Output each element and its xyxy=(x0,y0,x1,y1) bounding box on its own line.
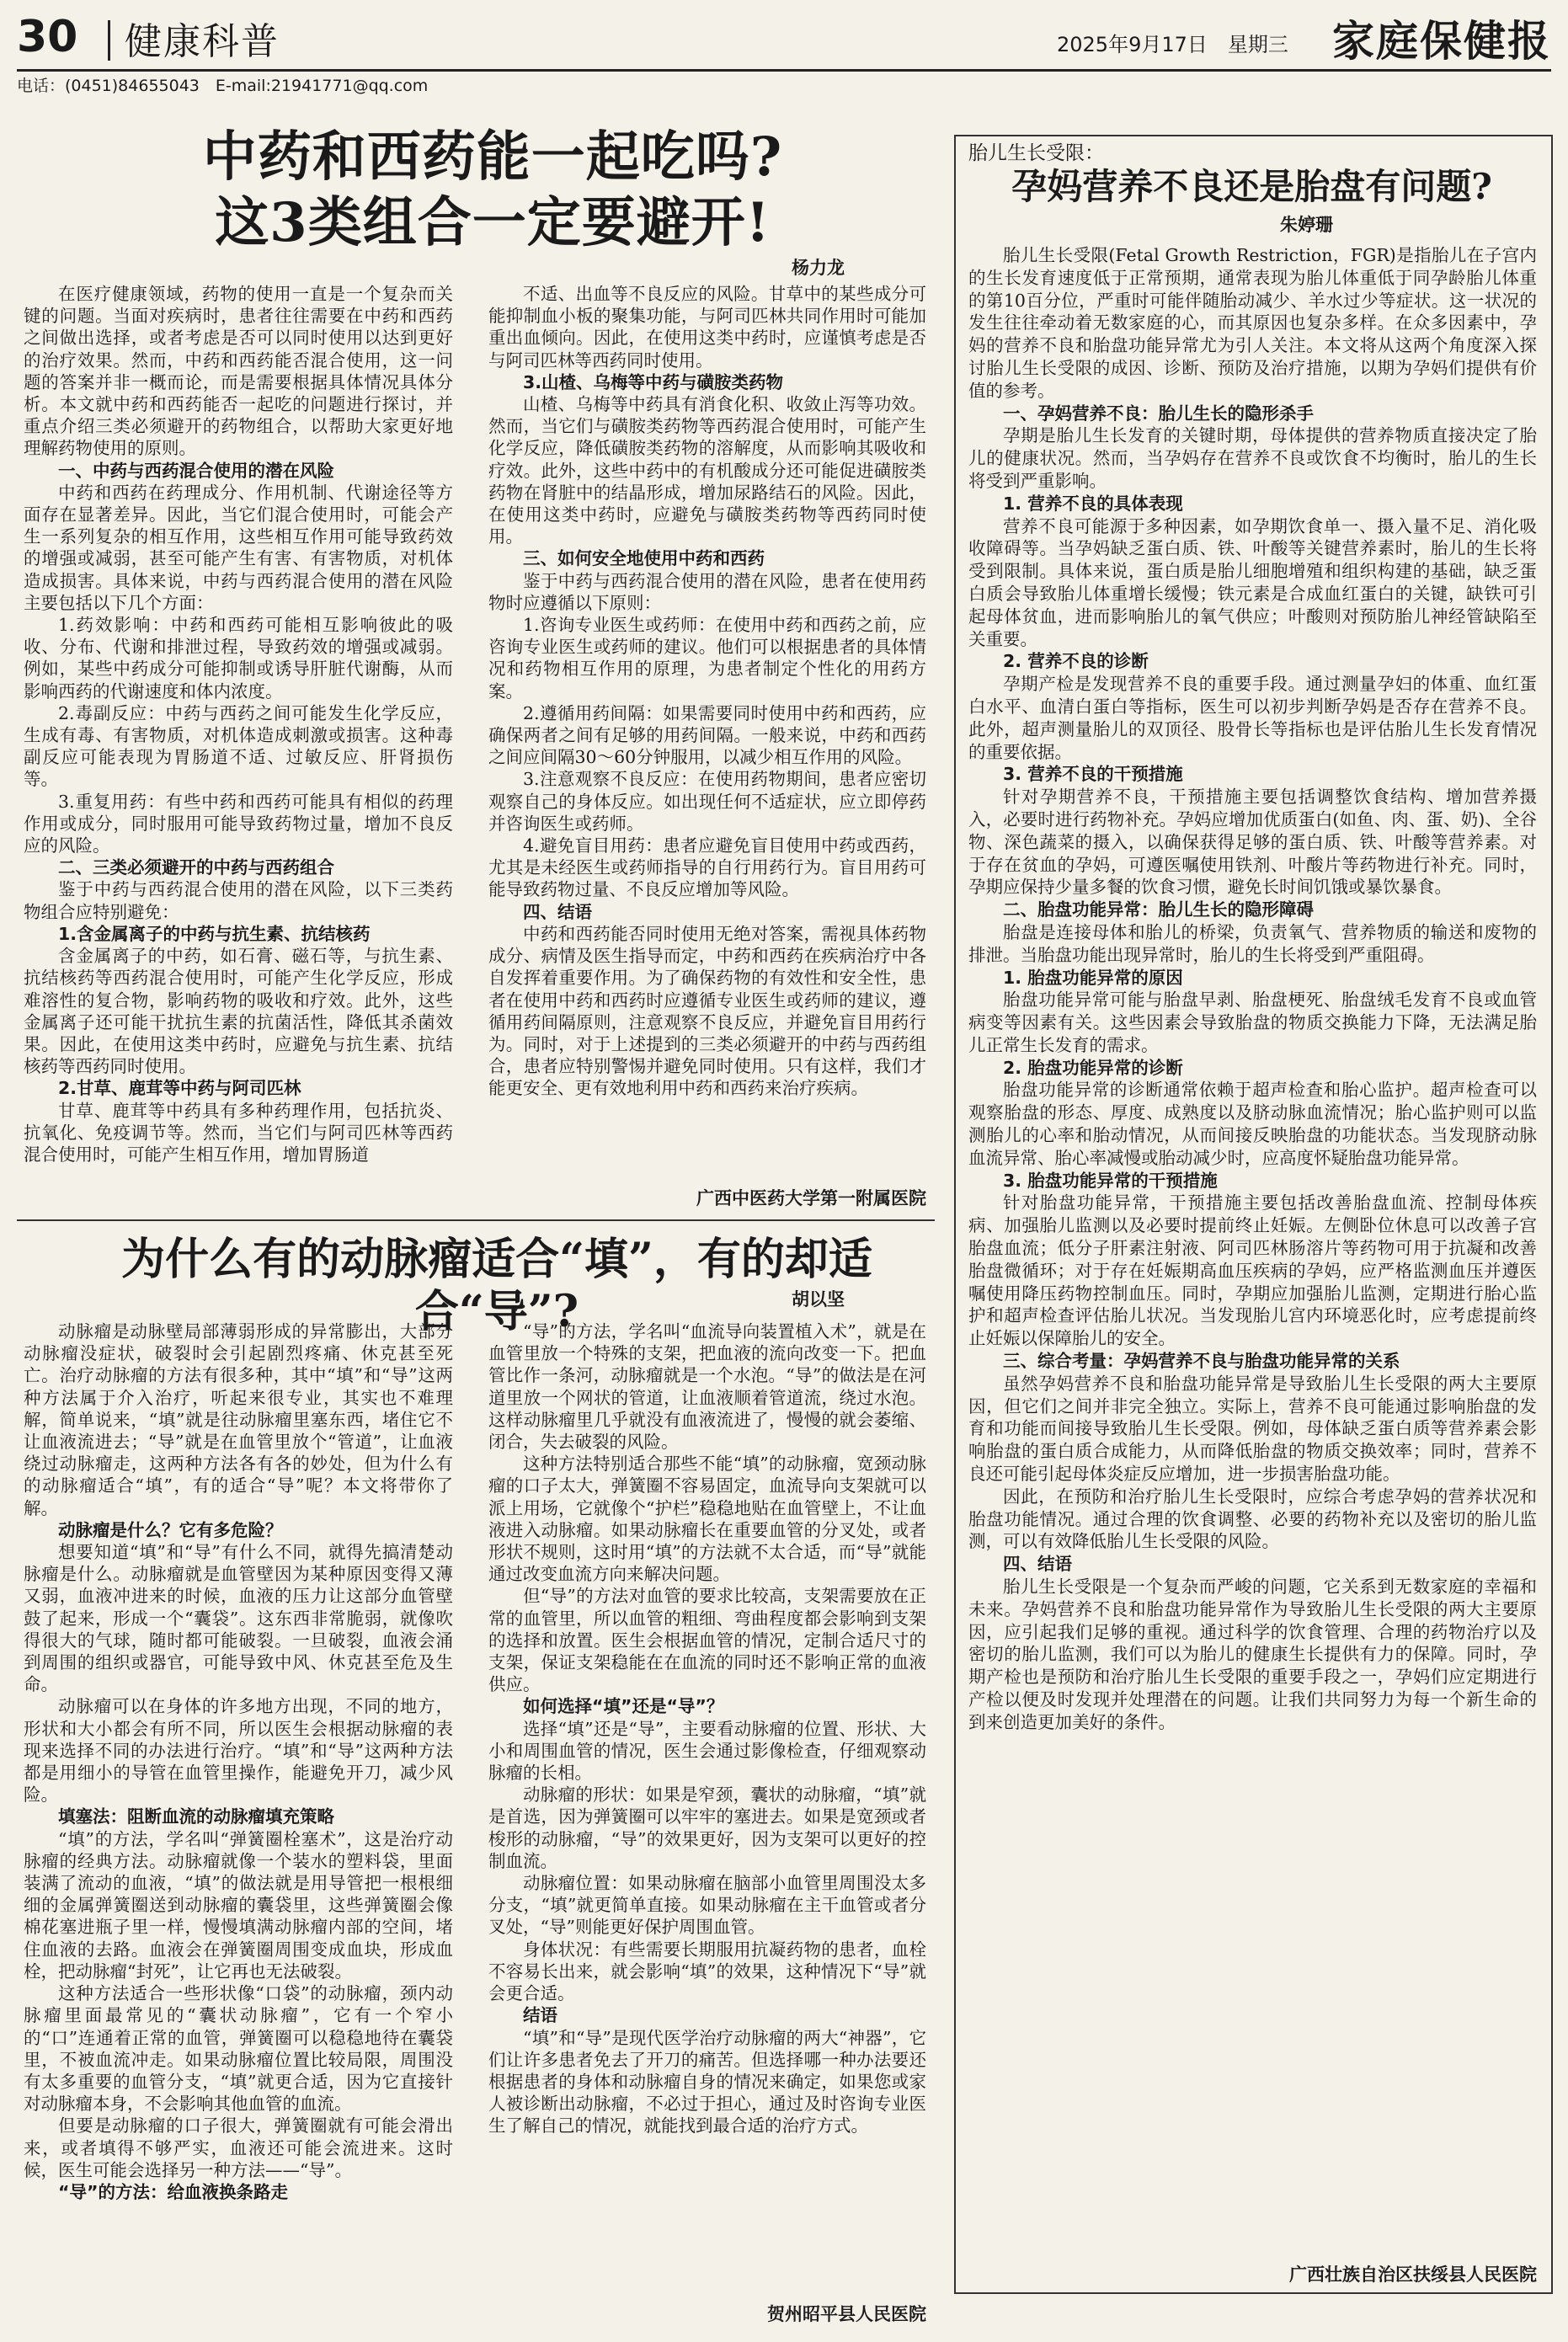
section-heading: 填塞法：阻断血流的动脉瘤填充策略 xyxy=(58,1806,334,1827)
section-heading: 三、综合考量：孕妈营养不良与胎盘功能异常的关系 xyxy=(1003,1351,1400,1372)
paragraph: 但“导”的方法对血管的要求比较高，支架需要放在正常的血管里，所以血管的粗细、弯曲程度都会影响到支架的选择和放置。医生会根据血管的情况，定制合适尺寸的支架，保证支架稳能在在血流的同时还不影响正常的血液供应。 xyxy=(488,1586,926,1695)
subheading: 1. 胎盘功能异常的原因 xyxy=(1003,967,1183,988)
article2-column-1 xyxy=(24,1320,453,2324)
article1-author: 杨力龙 xyxy=(792,258,845,278)
subheading: 3. 营养不良的干预措施 xyxy=(1003,764,1183,785)
subheading: 2. 胎盘功能异常的诊断 xyxy=(1003,1057,1183,1078)
section-heading: 二、胎盘功能异常：胎儿生长的隐形障碍 xyxy=(1003,899,1314,920)
paragraph: 营养不良可能源于多种因素，如孕期饮食单一、摄入量不足、消化吸收障碍等。当孕妈缺乏蛋白质、铁、叶酸等关键营养素时，胎儿的生长将受到限制。具体来说，蛋白质是胎儿细胞增殖和组织构建的基础，缺乏蛋白质会导致胎儿体重增长缓慢；铁元素是合成血红蛋白的关键，缺铁可引起母体贫血，进而影响胎儿的氧气供应；叶酸则对预防胎儿神经管缺陷至关重要。 xyxy=(968,515,1537,649)
paragraph: 鉴于中药与西药混合使用的潜在风险，以下三类药物组合应特别避免： xyxy=(24,879,453,922)
article3-hospital: 广西壮族自治区扶绥县人民医院 xyxy=(1289,2265,1537,2285)
paragraph: 3.重复用药：有些中药和西药可能具有相似的药理作用或成分，同时服用可能导致药物过量，增加不良反应的风险。 xyxy=(24,791,453,856)
paragraph: 因此，在预防和治疗胎儿生长受限时，应综合考虑孕妈的营养状况和胎盘功能情况。通过合理的饮食调整、必要的药物补充以及密切的胎儿监测，可以有效降低胎儿生长受限的风险。 xyxy=(968,1486,1537,1552)
article1-title-line1: 中药和西药能一起吃吗? xyxy=(202,125,783,189)
section-heading: 一、孕妈营养不良：胎儿生长的隐形杀手 xyxy=(1003,403,1314,424)
subheading: 2.甘草、鹿茸等中药与阿司匹林 xyxy=(58,1078,301,1099)
article3-kicker: 胎儿生长受限： xyxy=(968,142,1104,164)
paragraph: 但要是动脉瘤的口子很大，弹簧圈就有可能会滑出来，或者填得不够严实，血液还可能会流进来。这时候，医生可能会选择另一种方法——“导”。 xyxy=(24,2115,453,2180)
paragraph: 针对胎盘功能异常，干预措施主要包括改善胎盘血流、控制母体疾病、加强胎儿监测以及必要时提前终止妊娠。左侧卧位休息可以改善子宫胎盘血流；低分子肝素注射液、阿司匹林肠溶片等药物可用于抗凝和改善胎盘微循环；对于存在妊娠期高血压疾病的孕妈，应严格监测血压并遵医嘱使用降压药物控制血压。同时，孕期应加强胎儿监测，定期进行胎心监护和超声检查评估胎儿状况。当发现胎儿宫内环境恶化时，应考虑提前终止妊娠以保障胎儿的安全。 xyxy=(968,1192,1537,1349)
article3-author: 朱婷珊 xyxy=(1280,215,1333,235)
article2-hospital: 贺州昭平县人民医院 xyxy=(767,2304,926,2324)
paragraph: 动脉瘤的形状：如果是窄颈，囊状的动脉瘤，“填”就是首选，因为弹簧圈可以牢牢的塞进去。如果是宽颈或者梭形的动脉瘤，“导”的效果更好，因为支架可以更好的控制血流。 xyxy=(488,1785,926,1871)
issue-date: 2025年9月17日 星期三 xyxy=(1057,33,1288,56)
article3-title: 孕妈营养不良还是胎盘有问题? xyxy=(1011,166,1492,207)
subheading: 1.含金属离子的中药与抗生素、抗结核药 xyxy=(58,923,371,944)
paragraph: 选择“填”还是“导”，主要看动脉瘤的位置、形状、大小和周围血管的情况，医生会通过影像检查，仔细观察动脉瘤的长相。 xyxy=(488,1718,926,1784)
article-divider xyxy=(17,1219,935,1221)
paragraph: 虽然孕妈营养不良和胎盘功能异常是导致胎儿生长受限的两大主要原因，但它们之间并非完全独立。实际上，营养不良可能通过影响胎盘的发育和功能而间接导致胎儿生长受限。例如，母体缺乏蛋白质等营养素会影响胎盘的蛋白质合成能力，从而降低胎盘的物质交换效率；同时，营养不良还可能引起母体炎症反应增加，进一步损害胎盘功能。 xyxy=(968,1373,1537,1485)
article1-column-1 xyxy=(24,283,453,1214)
paragraph: 中药和西药在药理成分、作用机制、代谢途径等方面存在显著差异。因此，当它们混合使用时，可能会产生一系列复杂的相互作用，这些相互作用可能导致药效的增强或减弱，甚至可能产生有害、有害物质，对机体造成损害。具体来说，中药与西药混合使用的潜在风险主要包括以下几个方面： xyxy=(24,482,453,613)
masthead xyxy=(17,12,1551,72)
paragraph: 孕期是胎儿生长发育的关键时期，母体提供的营养物质直接决定了胎儿的健康状况。然而，当孕妈存在营养不良或饮食不均衡时，胎儿的生长将受到严重影响。 xyxy=(968,425,1537,491)
article1-title-line2: 这3类组合一定要避开! xyxy=(215,191,771,254)
paragraph: 想要知道“填”和“导”有什么不同，就得先搞清楚动脉瘤是什么。动脉瘤就是血管壁因为某种原因变得又薄又弱，血液冲进来的时候，血液的压力让这部分血管壁鼓了起来，形成一个“囊袋”。这东西非常脆弱，就像吹得很大的气球，随时都可能破裂。一旦破裂，血液会涌到周围的组织或器官，可能导致中风、休克甚至危及生命。 xyxy=(24,1542,453,1695)
page-number: 30 xyxy=(17,12,78,62)
article3-column xyxy=(968,244,1537,2257)
paragraph: 2.遵循用药间隔：如果需要同时使用中药和西药，应确保两者之间有足够的用药间隔。一般来说，中药和西药之间应间隔30～60分钟服用，以减少相互作用的风险。 xyxy=(488,702,926,768)
article1-hospital: 广西中医药大学第一附属医院 xyxy=(696,1188,926,1208)
section-heading: 动脉瘤是什么？它有多危险？ xyxy=(58,1519,283,1540)
paragraph: 胎儿生长受限是一个复杂而严峻的问题，它关系到无数家庭的幸福和未来。孕妈营养不良和胎盘功能异常作为导致胎儿生长受限的两大主要原因，应引起我们足够的重视。通过科学的饮食管理、合理的药物治疗以及密切的胎儿监测，我们可以为胎儿的健康生长提供有力的保障。同时，孕期产检也是预防和治疗胎儿生长受限的重要手段之一，孕妈们应定期进行产检以便及时发现并处理潜在的问题。让我们共同努力为每一个新生命的到来创造更加美好的条件。 xyxy=(968,1576,1537,1732)
paragraph: 1.药效影响：中药和西药可能相互影响彼此的吸收、分布、代谢和排泄过程，导致药效的增强或减弱。例如，某些中药成分可能抑制或诱导肝脏代谢酶，从而影响西药的代谢速度和体内浓度。 xyxy=(24,615,453,702)
paragraph: “填”和“导”是现代医学治疗动脉瘤的两大“神器”，它们让许多患者免去了开刀的痛苦。但选择哪一种办法要还根据患者的身体和动脉瘤自身的情况来确定，如果您或家人被诊断出动脉瘤，不必过于担心，通过及时咨询专业医生了解自己的情况，就能找到最合适的治疗方式。 xyxy=(488,2027,926,2137)
paragraph: 不适、出血等不良反应的风险。甘草中的某些成分可能抑制血小板的聚集功能，与阿司匹林共同作用时可能加重出血倾向。因此，在使用这类中药时，应谨慎考虑是否与阿司匹林等西药同时使用。 xyxy=(488,284,926,371)
paragraph: 含金属离子的中药，如石膏、磁石等，与抗生素、抗结核药等西药混合使用时，可能产生化学反应，形成难溶性的复合物，影响药物的吸收和疗效。此外，这些金属离子还可能干扰抗生素的抗菌活性，降低其杀菌效果。因此，在使用这类中药时，应避免与抗生素、抗结核药等西药同时使用。 xyxy=(24,946,453,1077)
paragraph: “填”的方法，学名叫“弹簧圈栓塞术”，这是治疗动脉瘤的经典方法。动脉瘤就像一个装水的塑料袋，里面装满了流动的血液，“填”的做法就是用导管把一根根细细的金属弹簧圈送到动脉瘤的囊袋里，这些弹簧圈会像棉花塞进瓶子里一样，慢慢填满动脉瘤内部的空间，堵住血液的去路。血液会在弹簧圈周围变成血块，形成血栓，把动脉瘤“封死”，让它再也无法破裂。 xyxy=(24,1828,453,1982)
subheading: 1. 营养不良的具体表现 xyxy=(1003,493,1183,514)
subheading: 3.山楂、乌梅等中药与磺胺类药物 xyxy=(523,371,784,392)
paragraph: 中药和西药能否同时使用无绝对答案，需视具体药物成分、病情及医生指导而定，中药和西药在疾病治疗中各自发挥着重要作用。为了确保药物的有效性和安全性，患者在使用中药和西药时应遵循专业医生或药师的建议，遵循用药间隔原则，注意观察不良反应，并避免盲目用药行为。同时，对于上述提到的三类必须避开的中药与西药组合，患者应特别警惕并避免同时使用。只有这样，我们才能更安全、更有效地利用中药和西药来治疗疾病。 xyxy=(488,923,926,1099)
section-heading: 四、结语 xyxy=(523,901,592,922)
article2-title: 为什么有的动脉瘤适合“填”，有的却适合“导”? xyxy=(121,1234,872,1337)
section-heading: 四、结语 xyxy=(1003,1554,1072,1575)
paragraph: 4.避免盲目用药：患者应避免盲目使用中药或西药，尤其是未经医生或药师指导的自行用药行为。盲目用药可能导致药物过量、不良反应增加等风险。 xyxy=(488,835,926,900)
paragraph: 甘草、鹿茸等中药具有多种药理作用，包括抗炎、抗氧化、免疫调节等。然而，当它们与阿司匹林等西药混合使用时，可能产生相互作用，增加胃肠道 xyxy=(24,1100,453,1165)
paragraph: 1.咨询专业医生或药师：在使用中药和西药之前，应咨询专业医生或药师的建议。他们可以根据患者的具体情况和药物相互作用的原理，为患者制定个性化的用药方案。 xyxy=(488,615,926,702)
section-heading: 一、中药与西药混合使用的潜在风险 xyxy=(58,460,334,481)
section-heading: “导”的方法：给血液换条路走 xyxy=(58,2181,288,2202)
paragraph: 这种方法适合一些形状像“口袋”的动脉瘤，颈内动脉瘤里面最常见的“囊状动脉瘤”，它有一个窄小的“口”连通着正常的血管，弹簧圈可以稳稳地待在囊袋里，不被血流冲走。如果动脉瘤位置比较局限，周围没有太多重要的血管分支，“填”就更合适，因为它直接针对动脉瘤本身，不会影响其他血管的血流。 xyxy=(24,1983,453,2115)
paragraph: 动脉瘤可以在身体的许多地方出现，不同的地方，形状和大小都会有所不同，所以医生会根据动脉瘤的表现来选择不同的办法进行治疗。“填”和“导”这两种方法都是用细小的导管在血管里操作，能避免开刀，减少风险。 xyxy=(24,1696,453,1806)
paragraph: 胎盘是连接母体和胎儿的桥梁，负责氧气、营养物质的输送和废物的排泄。当胎盘功能出现异常时，胎儿的生长将受到严重阻碍。 xyxy=(968,921,1537,965)
paragraph: 胎儿生长受限(Fetal Growth Restriction，FGR)是指胎儿在子宫内的生长发育速度低于正常预期，通常表现为胎儿体重低于同孕龄胎儿体重的第10百分位，严重时可能伴随胎动减少、羊水过少等症状。这一状况的发生往往牵动着无数家庭的心，而其原因也复杂多样。在众多因素中，孕妈的营养不良和胎盘功能异常尤为引人关注。本文将从这两个角度深入探讨胎儿生长受限的成因、诊断、预防及治疗措施，以期为孕妈们提供有价值的参考。 xyxy=(968,245,1537,401)
paragraph: 这种方法特别适合那些不能“填”的动脉瘤，宽颈动脉瘤的口子太大，弹簧圈不容易固定，血流导向支架就可以派上用场，它就像个“护栏”稳稳地贴在血管壁上，不让血液进入动脉瘤。如果动脉瘤长在重要血管的分叉处，或者形状不规则，这时用“填”的方法就不太合适，而“导”就能通过改变血流方向来解决问题。 xyxy=(488,1454,926,1585)
subheading: 3. 胎盘功能异常的干预措施 xyxy=(1003,1170,1218,1191)
subheading: 2. 营养不良的诊断 xyxy=(1003,651,1149,672)
paragraph: 2.毒副反应：中药与西药之间可能发生化学反应，生成有毒、有害物质，对机体造成刺激或损害。这种毒副反应可能表现为胃肠道不适、过敏反应、肝肾损伤等。 xyxy=(24,702,453,790)
paragraph: 胎盘功能异常可能与胎盘早剥、胎盘梗死、胎盘绒毛发育不良或血管病变等因素有关。这些因素会导致胎盘的物质交换能力下降，无法满足胎儿正常生长发育的需求。 xyxy=(968,990,1537,1055)
newspaper-name: 家庭保健报 xyxy=(1332,16,1551,66)
paragraph: 3.注意观察不良反应：在使用药物期间，患者应密切观察自己的身体反应。如出现任何不适症状，应立即停药并咨询医生或药师。 xyxy=(488,769,926,834)
contact-line: 电话：(0451)84655043 E-mail:21941771@qq.com xyxy=(17,77,429,95)
article1-title xyxy=(101,125,884,256)
section-heading: 如何选择“填”还是“导”？ xyxy=(523,1696,724,1717)
paragraph: 孕期产检是发现营养不良的重要手段。通过测量孕妇的体重、血红蛋白水平、血清白蛋白等指标，医生可以初步判断孕妈是否存在营养不良。此外，超声测量胎儿的双顶径、股骨长等指标也是评估胎儿生长发育情况的重要依据。 xyxy=(968,674,1537,762)
article1-column-2 xyxy=(488,283,926,1184)
paragraph: 动脉瘤是动脉壁局部薄弱形成的异常膨出，大部分动脉瘤没症状，破裂时会引起剧烈疼痛、休克甚至死亡。治疗动脉瘤的方法有很多种，其中“填”和“导”这两种方法属于介入治疗，听起来很专业，其实也不难理解，简单说来，“填”就是往动脉瘤里塞东西，堵住它不让血液流进去；“导”就是在血管里放个“管道”，让血液绕过动脉瘤走，这两种方法各有各的妙处，但为什么有的动脉瘤适合“填”，有的适合“导”呢？本文将带你了解。 xyxy=(24,1321,453,1518)
section-title: 健康科普 xyxy=(125,20,280,63)
section-heading: 二、三类必须避开的中药与西药组合 xyxy=(58,857,334,878)
section-heading: 三、如何安全地使用中药和西药 xyxy=(523,548,765,569)
paragraph: 胎盘功能异常的诊断通常依赖于超声检查和胎心监护。超声检查可以观察胎盘的形态、厚度、成熟度以及脐动脉血流情况；胎心监护则可以监测胎儿的心率和胎动情况，从而间接反映胎盘的功能状态。当发现脐动脉血流异常、胎心率减慢或胎动减少时，应高度怀疑胎盘功能异常。 xyxy=(968,1080,1537,1168)
paragraph: 身体状况：有些需要长期服用抗凝药物的患者，血栓不容易长出来，就会影响“填”的效果，这种情况下“导”就会更合适。 xyxy=(488,1939,926,2004)
paragraph: 鉴于中药与西药混合使用的潜在风险，患者在使用药物时应遵循以下原则： xyxy=(488,570,926,613)
article2-author: 胡以坚 xyxy=(792,1289,845,1310)
paragraph: “导”的方法，学名叫“血流导向装置植入术”，就是在血管里放一个特殊的支架，把血液的流向改变一下。把血管比作一条河，动脉瘤就是一个水泡。“导”的做法是在河道里放一个网状的管道，让血液顺着管道流，绕过水泡。这样动脉瘤里几乎就没有血液流进了，慢慢的就会萎缩、闭合，失去破裂的风险。 xyxy=(488,1321,926,1453)
section-heading: 结语 xyxy=(523,2005,557,2026)
paragraph: 在医疗健康领域，药物的使用一直是一个复杂而关键的问题。当面对疾病时，患者往往需要在中药和西药之间做出选择，或者考虑是否可以同时使用以达到更好的治疗效果。然而，中药和西药能否混合使用，这一问题的答案并非一概而论，而是需要根据具体情况具体分析。本文就中药和西药能否一起吃的问题进行探讨，并重点介绍三类必须避开的药物组合，以帮助大家更好地理解药物使用的原则。 xyxy=(24,284,453,459)
paragraph: 动脉瘤位置：如果动脉瘤在脑部小血管里周围没太多分支，“填”就更简单直接。如果动脉瘤在主干血管或者分叉处，“导”则能更好保护周围血管。 xyxy=(488,1873,926,1938)
article2-column-2 xyxy=(488,1320,926,2297)
paragraph: 山楂、乌梅等中药具有消食化积、收敛止泻等功效。然而，当它们与磺胺类药物等西药混合使用时，可能产生化学反应，降低磺胺类药物的溶解度，从而影响其吸收和疗效。此外，这些中药中的有机酸成分还可能促进磺胺类药物在肾脏中的结晶形成，增加尿路结石的风险。因此，在使用这类中药时，应避免与磺胺类药物等西药同时使用。 xyxy=(488,394,926,547)
masthead-divider xyxy=(108,20,110,61)
paragraph: 针对孕期营养不良，干预措施主要包括调整饮食结构、增加营养摄入，必要时进行药物补充。孕妈应增加优质蛋白(如鱼、肉、蛋、奶)、全谷物、深色蔬菜的摄入，以确保获得足够的蛋白质、铁、叶酸等营养素。对于存在贫血的孕妈，可遵医嘱使用铁剂、叶酸片等药物进行补充。同时，孕期应保持少量多餐的饮食习惯，避免长时间饥饿或暴饮暴食。 xyxy=(968,787,1537,898)
